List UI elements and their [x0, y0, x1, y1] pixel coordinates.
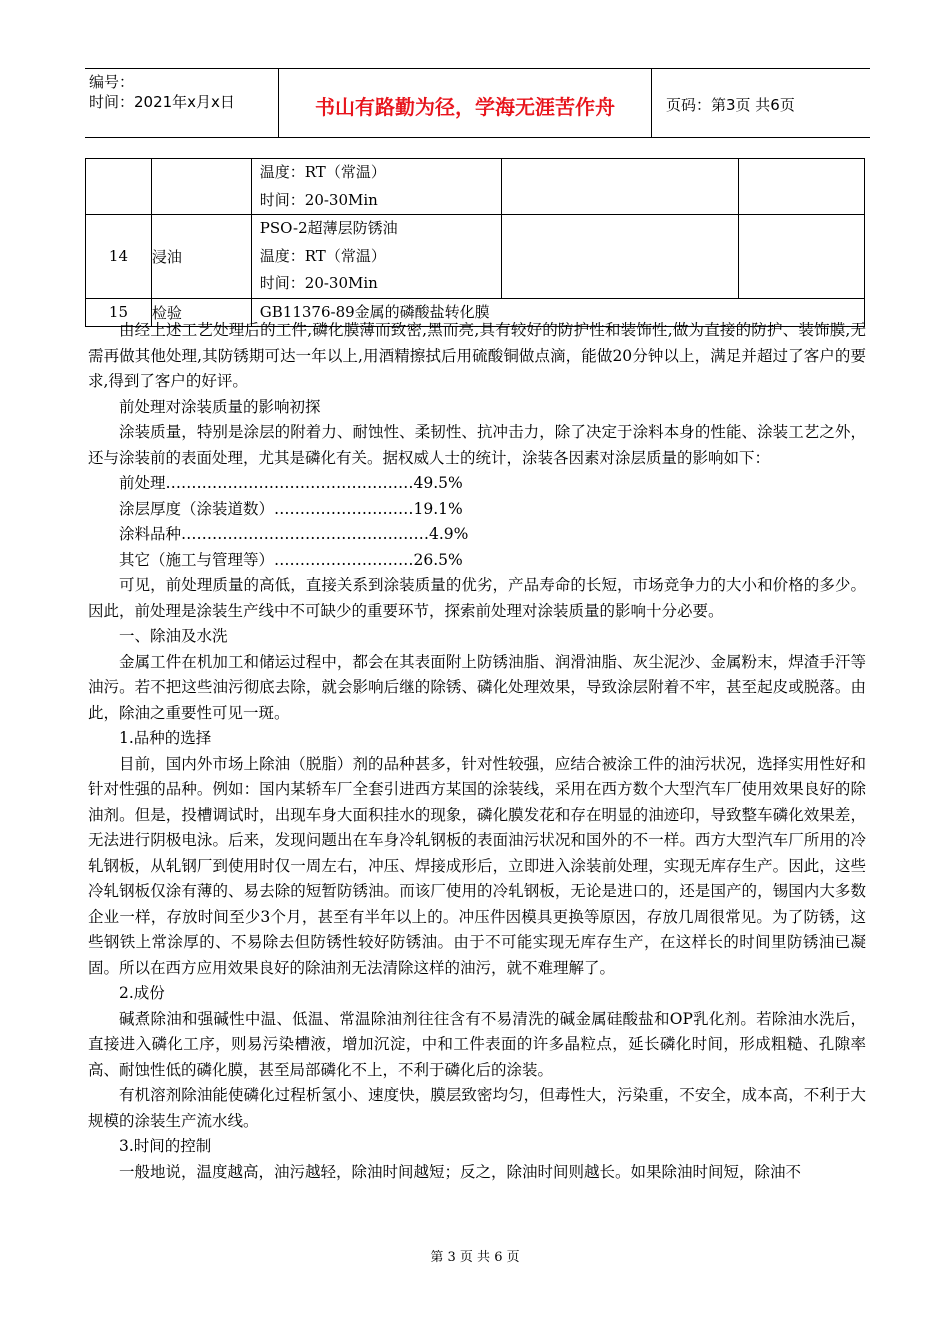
process-table — [85, 158, 865, 327]
table-cell-params — [251, 215, 501, 299]
param-line: GB11376-89金属的磷酸盐转化膜 — [259, 302, 490, 321]
section-heading: 一、除油及水洗 — [119, 627, 228, 645]
header-motto: 书山有路勤为径，学海无涯苦作舟 — [315, 95, 615, 119]
table-cell-empty — [739, 215, 865, 299]
page-footer: 第 3 页 共 6 页 — [430, 1250, 520, 1265]
header-page-number: 页码：第3页 共6页 — [666, 96, 795, 114]
paragraph: 一般地说，温度越高，油污越轻，除油时间越短；反之，除油时间则越长。如果除油时间短，除油不 — [119, 1162, 802, 1181]
subsection-heading: 2.成份 — [119, 984, 165, 1002]
document-number-label: 编号： — [89, 73, 135, 91]
page-header — [85, 68, 870, 138]
table-cell-empty — [501, 215, 739, 299]
paragraph: 金属工件在机加工和储运过程中，都会在其表面附上防锈油脂、润滑油脂、灰尘泥沙、金属粉末，焊渣手汗等油污。若不把这些油污彻底去除，就会影响后继的除锈、磷化处理效果，导致涂层附着不牢，甚至起皮或脱落。由此，除油之重要性可见一斑。 — [88, 652, 866, 722]
list-item: 其它（施工与管理等）………………………26.5% — [119, 550, 463, 569]
document-date-label: 时间：2021年x月x日 — [89, 93, 235, 111]
table-row — [86, 159, 865, 215]
param-line: 温度：RT（常温） — [259, 246, 386, 265]
table-row — [86, 215, 865, 299]
table-cell-params — [251, 159, 501, 215]
paragraph: 由经上述工艺处理后的工件,磷化膜薄而致密,黑而亮,具有较好的防护性和装饰性,做为直接的防护、装饰膜,无需再做其他处理,其防锈期可达一年以上,用酒精擦拭后用硫酸铜做点滴，能做20分钟以上，满足并超过了客户的要求,得到了客户的好评。 — [88, 321, 866, 390]
param-line: 时间：20-30Min — [259, 190, 378, 209]
table-cell-no — [86, 159, 152, 215]
paragraph: 碱煮除油和强碱性中温、低温、常温除油剂往往含有不易清洗的碱金属硅酸盐和OP乳化剂。若除油水洗后，直接进入磷化工序，则易污染槽液，增加沉淀，中和工件表面的许多晶粒点，延长磷化时间，形成粗糙、孔隙率高、耐蚀性低的磷化膜，甚至局部磷化不上，不利于磷化后的涂装。 — [88, 1009, 866, 1079]
table-cell-step — [151, 159, 251, 215]
table-cell-no: 15 — [86, 298, 152, 327]
paragraph: 可见，前处理质量的高低，直接关系到涂装质量的优劣，产品寿命的长短，市场竞争力的大小和价格的多少。因此，前处理是涂装生产线中不可缺少的重要环节，探索前处理对涂装质量的影响十分必要。 — [88, 576, 866, 620]
table-cell-empty — [501, 159, 739, 215]
list-item: 涂料品种…………………………………………4.9% — [119, 525, 469, 543]
list-item: 涂层厚度（涂装道数）………………………19.1% — [119, 499, 463, 518]
paragraph: 目前，国内外市场上除油（脱脂）剂的品种甚多，针对性较强，应结合被涂工件的油污状况，选择实用性好和针对性强的品种。例如：国内某轿车厂全套引进西方某国的涂装线，采用在西方数个大型汽车厂使用效果良好的除油剂。但是，投槽调试时，出现车身大面积挂水的现象，磷化膜发花和存在明显的油迹印，导致整车磷化效果差，无法进行阴极电泳。后来，发现问题出在车身冷轧钢板的表面油污状况和国外的不一样。西方大型汽车厂所用的冷轧钢板，从轧钢厂到使用时仅一周左右，冲压、焊接成形后，立即进入涂装前处理，实现无库存生产。因此，这些冷轧钢板仅涂有薄的、易去除的短暂防锈油。而该厂使用的冷轧钢板，无论是进口的，还是国产的，锡国内大多数企业一样，存放时间至少3个月，甚至有半年以上的。冲压件因模具更换等原因，存放几周很常见。为了防锈，这些钢铁上常涂厚的、不易除去但防锈性较好防锈油。由于不可能实现无库存生产，在这样长的时间里防锈油已凝固。所以在西方应用效果良好的除油剂无法清除这样的油污，就不难理解了。 — [88, 754, 866, 977]
header-page-cell — [652, 69, 870, 137]
table-cell-no: 14 — [86, 215, 152, 299]
list-item: 前处理…………………………………………49.5% — [119, 474, 463, 492]
param-line: 时间：20-30Min — [259, 274, 378, 292]
subsection-heading: 3.时间的控制 — [119, 1137, 212, 1155]
table-cell-step: 浸油 — [151, 215, 251, 299]
body-text — [88, 318, 866, 1185]
table-cell-step: 检验 — [151, 298, 251, 327]
param-line: PSO-2超薄层防锈油 — [259, 219, 398, 237]
table-cell-empty — [739, 159, 865, 215]
paragraph: 涂装质量，特别是涂层的附着力、耐蚀性、柔韧性、抗冲击力，除了决定于涂料本身的性能、涂装工艺之外，还与涂装前的表面处理，尤其是磷化有关。据权威人士的统计，涂装各因素对涂层质量的影响如下： — [88, 423, 866, 467]
header-motto-cell — [279, 69, 652, 137]
paragraph: 有机溶剂除油能使磷化过程析氢小、速度快，膜层致密均匀，但毒性大，污染重，不安全，成本高，不利于大规模的涂装生产流水线。 — [88, 1086, 866, 1130]
section-heading: 前处理对涂装质量的影响初探 — [119, 397, 321, 416]
subsection-heading: 1.品种的选择 — [119, 729, 212, 747]
header-meta-cell — [85, 69, 279, 137]
param-line: 温度：RT（常温） — [259, 163, 386, 181]
